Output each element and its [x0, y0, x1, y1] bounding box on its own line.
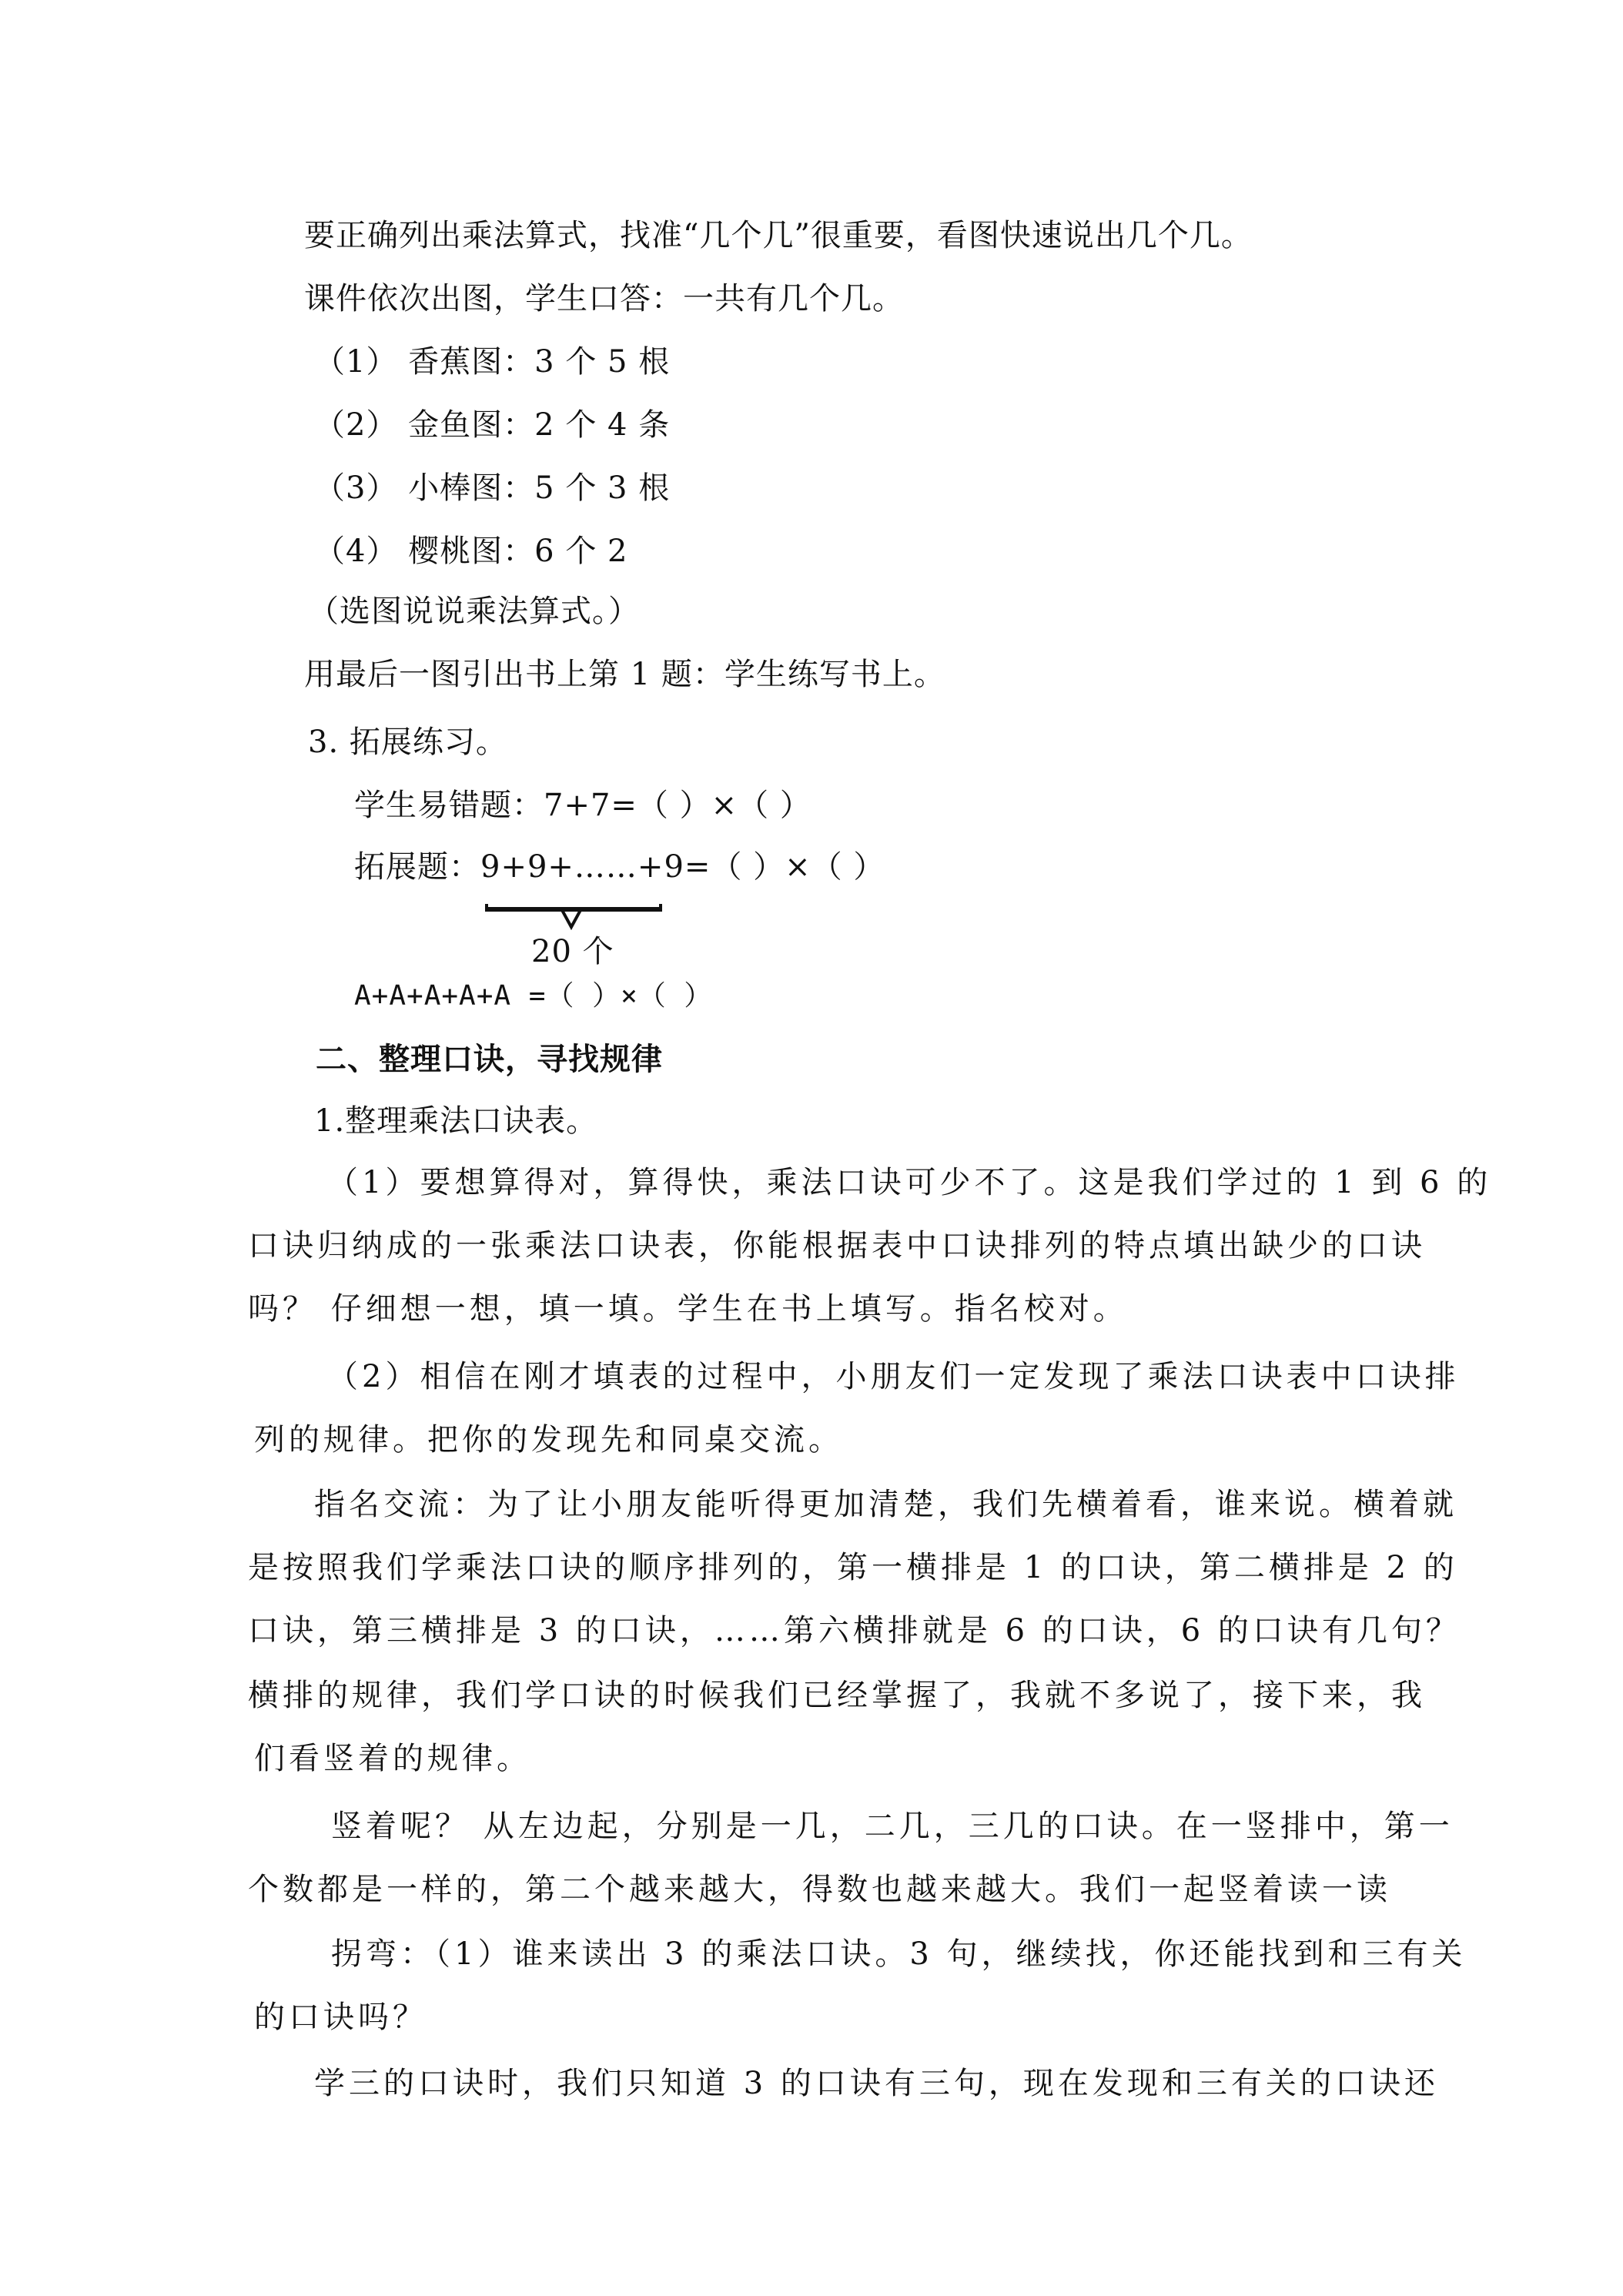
text-line-4: （2） 金鱼图：2 个 4 条 — [314, 407, 671, 443]
text-line-6: （4） 樱桃图：6 个 2 — [314, 534, 628, 569]
brace-label: 20 个 — [531, 934, 614, 969]
section-heading: 二、整理口诀，寻找规律 — [316, 1042, 663, 1077]
paragraph-line-9: 横排的规律，我们学口诀的时候我们已经掌握了，我就不多说了，接下来，我 — [248, 1678, 1426, 1713]
text-line-10: 学生易错题：7+7=（ ）×（ ） — [354, 788, 812, 823]
brace-underline — [485, 899, 662, 930]
paragraph-line-15: 学三的口诀时，我们只知道 3 的口诀有三句，现在发现和三有关的口诀还 — [314, 2066, 1439, 2101]
algebra-line: A+A+A+A+A =（ ）×（ ） — [354, 980, 713, 1012]
text-line-3: （1） 香蕉图：3 个 5 根 — [314, 344, 671, 380]
text-line-9: 3. 拓展练习。 — [308, 725, 507, 760]
paragraph-line-6: 指名交流：为了让小朋友能听得更加清楚，我们先横着看，谁来说。横着就 — [314, 1487, 1457, 1522]
paragraph-line-5: 列的规律。把你的发现先和同桌交流。 — [254, 1422, 843, 1458]
paragraph-line-2: 口诀归纳成的一张乘法口诀表，你能根据表中口诀排列的特点填出缺少的口诀 — [248, 1228, 1426, 1263]
paragraph-line-14: 的口诀吗？ — [254, 2000, 427, 2035]
paragraph-line-1: （1）要想算得对，算得快，乘法口诀可少不了。这是我们学过的 1 到 6 的 — [327, 1165, 1492, 1200]
text-line-7: （选图说说乘法算式。） — [308, 594, 640, 629]
paragraph-line-10: 们看竖着的规律。 — [254, 1741, 531, 1776]
paragraph-line-13: 拐弯：（1）谁来读出 3 的乘法口诀。3 句，继续找，你还能找到和三有关 — [331, 1936, 1467, 1972]
subheading: 1.整理乘法口诀表。 — [314, 1103, 598, 1139]
paragraph-line-8: 口诀，第三横排是 3 的口诀，……第六横排就是 6 的口诀，6 的口诀有几句？ — [248, 1613, 1461, 1648]
text-line-2: 课件依次出图，学生口答：一共有几个几。 — [304, 281, 904, 316]
paragraph-line-12: 个数都是一样的，第二个越来越大，得数也越来越大。我们一起竖着读一读 — [248, 1872, 1391, 1907]
paragraph-line-3: 吗？ 仔细想一想，填一填。学生在书上填写。指名校对。 — [248, 1291, 1128, 1327]
text-line-11: 拓展题：9+9+……+9=（ ）×（ ） — [354, 849, 885, 885]
paragraph-line-11: 竖着呢？ 从左边起，分别是一几，二几，三几的口诀。在一竖排中，第一 — [331, 1809, 1454, 1844]
text-line-8: 用最后一图引出书上第 1 题：学生练写书上。 — [304, 657, 945, 692]
paragraph-line-4: （2）相信在刚才填表的过程中，小朋友们一定发现了乘法口诀表中口诀排 — [327, 1359, 1460, 1394]
paragraph-line-7: 是按照我们学乘法口诀的顺序排列的，第一横排是 1 的口诀，第二横排是 2 的 — [248, 1550, 1458, 1585]
text-line-1: 要正确列出乘法算式，找准“几个几”很重要，看图快速说出几个几。 — [304, 218, 1253, 253]
text-line-5: （3） 小棒图：5 个 3 根 — [314, 470, 671, 506]
